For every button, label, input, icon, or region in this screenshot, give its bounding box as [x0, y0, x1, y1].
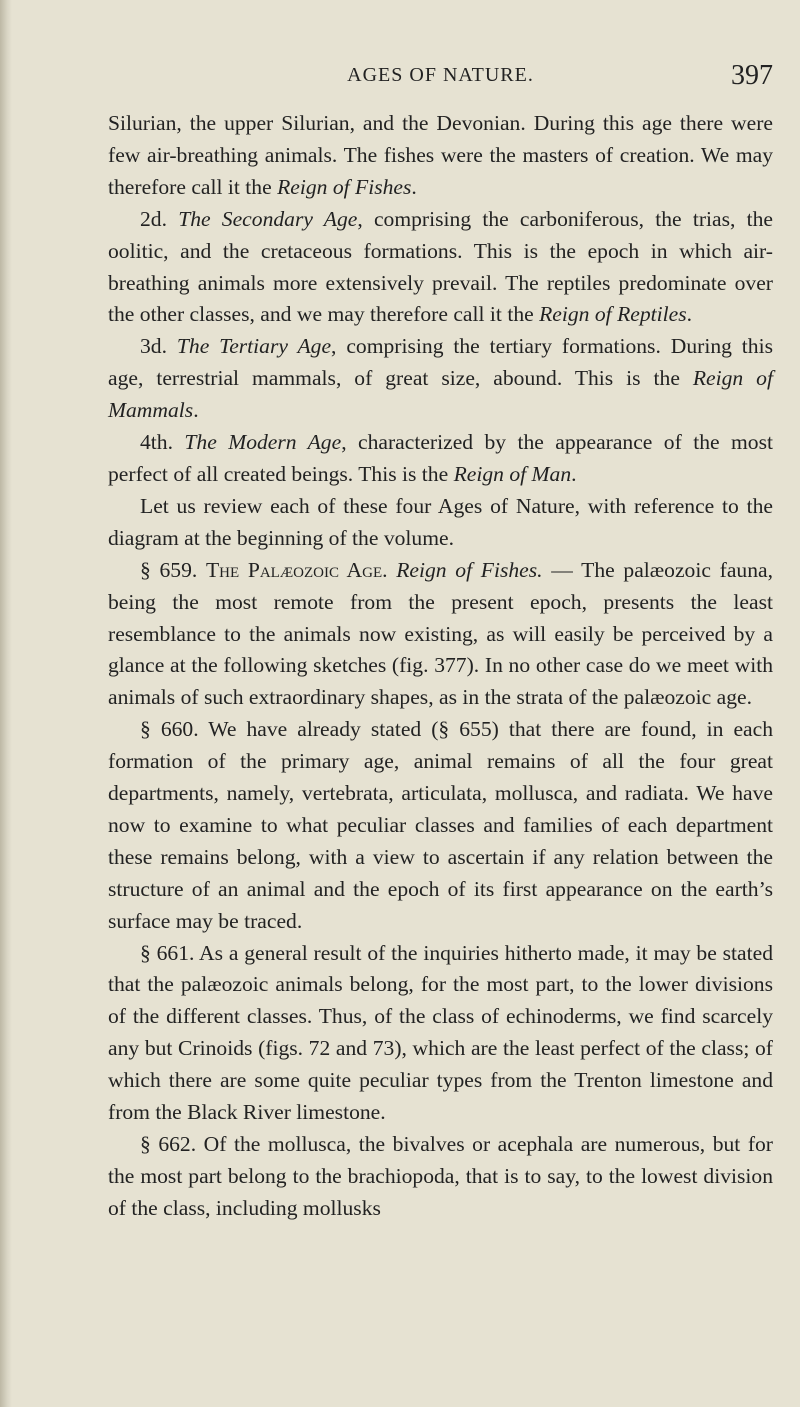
- text-run: Reign of Mammals: [108, 366, 773, 423]
- text-run: 4th.: [140, 430, 185, 455]
- text-run: .: [686, 302, 693, 327]
- text-run: .: [411, 174, 417, 199]
- text-run: The Secondary Age: [178, 206, 358, 231]
- text-run: The Palæozoic Age.: [205, 557, 388, 582]
- text-run: — The palæozoic fauna, being the most remote from the present epoch, presents the least resemblance to the animals now existing, as will easily be perceived by a glance at the following sketches (fig. 377). In no other case do we meet with animals of such extraordinary shapes, as in the strata of the palæozoic age.: [108, 557, 773, 710]
- paragraph-tertiary-age: [108, 331, 773, 427]
- text-run: § 660. We have already stated (§ 655) that there are found, in each formation of the primary age, animal remains of all the four great departments, namely, vertebrata, articulata, mollusca, and radiata. We have now to examine to what peculiar classes and families of each department these remains belong, with a view to ascertain if any relation between the structure of an animal and the epoch of its first appearance on the earth’s surface may be traced.: [108, 717, 773, 933]
- paragraph-review: [108, 491, 773, 555]
- page-gutter-shadow: [0, 0, 12, 1407]
- text-run: , comprising the carboniferous, the trias, the oolitic, and the cretaceous formations. This is the epoch in which air-breathing animals more extensively prevail. The reptiles predominate over the other classes, and we may therefore call it the: [108, 206, 773, 327]
- text-run: 2d.: [140, 206, 179, 231]
- running-head: AGES OF NATURE.: [347, 64, 534, 86]
- text-run: Reign of Fishes.: [396, 557, 543, 582]
- paragraph-section-660: [108, 714, 773, 937]
- text-run: Reign of Man: [453, 461, 572, 486]
- text-run: Silurian, the upper Silurian, and the Devonian. During this age there were few air-breathing animals. The fishes were the masters of creation. We may therefore call it the: [108, 111, 773, 199]
- text-run: The Tertiary Age: [176, 334, 332, 359]
- text-run: , comprising the tertiary formations. During this age, terrestrial mammals, of great size, abound. This is the: [108, 334, 773, 391]
- paragraph-section-661: [108, 938, 773, 1129]
- text-run: [388, 558, 397, 582]
- text-run: The Modern Age: [184, 430, 342, 455]
- text-run: Let us review each of these four Ages of Nature, with reference to the diagram at the beginning of the volume.: [108, 493, 773, 550]
- text-run: .: [571, 461, 577, 486]
- text-run: , characterized by the appearance of the most perfect of all created beings. This is the: [108, 430, 774, 486]
- text-run: § 662. Of the mollusca, the bivalves or acephala are numerous, but for the most part belong to the brachiopoda, that is to say, to the lowest division of the class, including mollusks: [108, 1132, 773, 1220]
- page-header: [108, 60, 773, 96]
- paragraph-section-659: [108, 555, 773, 715]
- page-number: 397: [731, 60, 773, 91]
- paragraph-section-662: [108, 1129, 773, 1225]
- text-run: .: [193, 398, 199, 423]
- text-run: 3d.: [140, 334, 177, 359]
- text-run: Reign of Reptiles: [539, 302, 687, 327]
- paragraph-silurian: [108, 108, 773, 204]
- text-run: § 661. As a general result of the inquiries hitherto made, it may be stated that the palæozoic animals belong, for the most part, to the lower divisions of the different classes. Thus, of the class of echinoderms, we find scarcely any but Crinoids (figs. 72 and 73), which are the least perfect of the class; of which there are some quite peculiar types from the Trenton limestone and from the Black River limestone.: [108, 940, 773, 1125]
- text-run: § 659.: [140, 557, 206, 582]
- text-run: Reign of Fishes: [277, 174, 412, 199]
- paragraph-modern-age: [108, 427, 773, 491]
- body-text: [108, 108, 773, 1225]
- paragraph-secondary-age: [108, 204, 773, 332]
